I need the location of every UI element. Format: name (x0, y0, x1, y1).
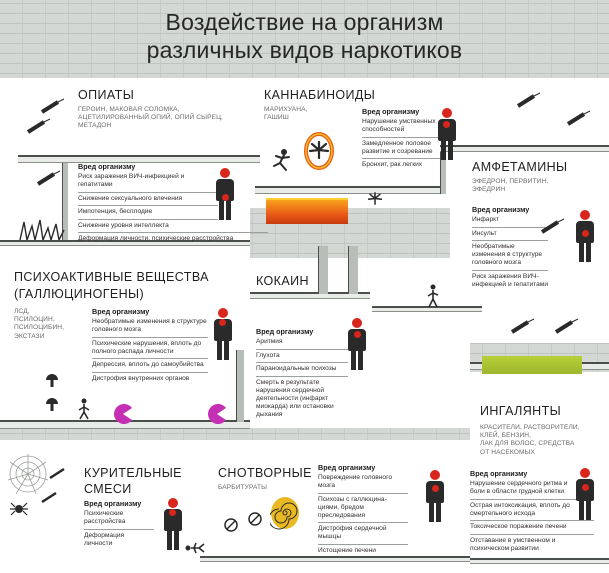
slime-pool (482, 356, 582, 374)
syringe-icon-6 (566, 110, 592, 126)
inhalants-harm-4: Отставание в умственном и психическом развитии (470, 534, 594, 553)
cannabis-upper-ledge (440, 145, 609, 152)
stick-figure-icon (76, 398, 92, 420)
spider-icon (10, 500, 28, 518)
psychoactive-figure (212, 308, 234, 360)
inhalants-substances (480, 424, 580, 457)
smoking-harm-list (84, 500, 154, 550)
sleeping-harm-3: Дистрофия сердечной мышцы (318, 522, 408, 541)
page-title (0, 8, 609, 64)
sleeping-harm-1: Повреждение головного мозга (318, 474, 393, 489)
opiates-sub-3: МЕТАДОН (78, 122, 112, 130)
cannabinoids-figure (436, 108, 458, 160)
pill-monster-icon (112, 404, 134, 424)
psychoactive-heading-2: (ГАЛЛЮЦИНОГЕНЫ) (14, 287, 145, 301)
cigarette-icon (48, 466, 68, 480)
syringe-icon-8 (554, 318, 580, 334)
syringe-icon-5 (540, 218, 566, 234)
pill-icon (224, 518, 238, 532)
opiates-harm-title: Вред организму (78, 162, 136, 171)
cannabinoids-harm-title: Вред организму (362, 107, 420, 116)
amphetamines-substances (472, 178, 548, 194)
sleeping-harm-4: Истощение печени (318, 544, 408, 555)
grass-icon (18, 218, 66, 240)
psychoactive-substances (14, 308, 64, 341)
psychoactive-heading (14, 270, 209, 301)
inhalants-sub-1: КРАСИТЕЛИ, РАСТВОРИТЕЛИ, (480, 424, 580, 431)
cocaine-harm-2: Глухота (256, 349, 348, 360)
title-line-1: Воздействие на организм (165, 9, 444, 35)
inhalants-figure (574, 468, 596, 520)
cannabis-leaf-icon (309, 141, 329, 159)
pill-monster-icon-2 (206, 404, 228, 424)
smoking-figure (162, 498, 184, 550)
inhalants-sub-3: ЛАК ДЛЯ ВОЛОС, СРЕДСТВА (480, 440, 575, 448)
inhalants-heading: ИНГАЛЯНТЫ (480, 404, 562, 418)
opiates-heading: ОПИАТЫ (78, 88, 135, 102)
psychoactive-harm-2: Психические нарушения, вплоть до полного распада личности (92, 337, 208, 356)
psychoactive-sub-4: ЭКСТАЗИ (14, 332, 45, 340)
amphetamines-figure (574, 210, 596, 262)
cocaine-harm-4: Смерть в результате нарушения сердечной деятельности (инфаркт миокарда) или остановки дыхания (256, 376, 348, 419)
cannabinoids-harm-list (362, 108, 440, 172)
walking-figure-icon (424, 284, 442, 308)
smoking-harm-title: Вред организму (84, 499, 142, 508)
amphetamines-harm-list (472, 206, 548, 291)
amphetamines-sub-2: ЭФЕДРИН (472, 186, 506, 194)
cocaine-pillar-2 (348, 246, 358, 294)
psychoactive-harm-1: Необратимые изменения в структуре головного мозга (92, 318, 207, 333)
spiral-icon (270, 496, 300, 530)
mushroom-icon-2 (44, 396, 60, 412)
psychoactive-harm-4: Дистрофия внутренних органов (92, 372, 208, 383)
amphetamines-harm-4: Риск заражения ВИЧ- инфекцией и гепатитами (472, 270, 548, 289)
psychoactive-sub-3: ПСИЛОЦИБИН, (14, 324, 65, 332)
cocaine-heading: КОКАИН (256, 274, 309, 288)
opiates-harm-3: Импотенция, бесплодие (78, 205, 218, 216)
sleeping-harm-2: Психозы с галлюцина- циями, бредом преследования (318, 493, 408, 520)
cocaine-harm-1: Аритмия (256, 338, 283, 345)
cannabinoids-harm-1: Нарушение умственных способностей (362, 118, 436, 133)
smoking-harm-2: Деформация личности (84, 529, 154, 548)
opiates-harm-list (78, 162, 234, 246)
fire-pit (266, 198, 348, 224)
smoking-heading (84, 466, 182, 496)
psychoactive-step (236, 350, 244, 422)
syringe-icon-4 (516, 92, 542, 108)
opiates-sub-1: ГЕРОИН, МАКОВАЯ СОЛОМКА, (78, 106, 180, 113)
inhalants-harm-1: Нарушение сердечного ритма и боли в области грудной клетки (470, 480, 568, 495)
opiates-ledge (18, 155, 260, 163)
cannabis-ledge (255, 186, 445, 194)
amphetamines-heading: АМФЕТАМИНЫ (472, 160, 568, 174)
sleeping-sub-1: БАРБИТУРАТЫ (218, 484, 268, 491)
opiates-harm-4: Снижение уровня интеллекта (78, 219, 218, 230)
sleeping-figure (424, 470, 446, 522)
psychoactive-harm-title: Вред организму (92, 307, 150, 316)
inhalants-harm-2: Острая интоксикация, вплоть до смертельного исхода (470, 499, 594, 518)
smoking-heading-1: КУРИТЕЛЬНЫЕ (84, 466, 182, 480)
smoking-harm-1: Психические расстройства (84, 510, 126, 525)
amphetamines-harm-2: Инсульт (472, 227, 548, 238)
opiates-harm-1: Риск заражения ВИЧ-инфекцией и гепатитами (78, 173, 185, 188)
cigarette-icon-2 (40, 490, 60, 504)
inhalants-harm-3: Токсическое поражение печени (470, 520, 594, 531)
cocaine-harm-title: Вред организму (256, 327, 314, 336)
psychoactive-harm-3: Депрессия, вплоть до самоубийства (92, 358, 208, 369)
cannabis-leaf-icon-2 (368, 192, 382, 205)
sleeping-harm-title: Вред организму (318, 463, 376, 472)
opiates-figure (214, 168, 236, 220)
inhalants-sub-4: ОТ НАСЕКОМЫХ (480, 448, 535, 456)
inhalants-sub-2: КЛЕЙ, БЕНЗИН, (480, 432, 532, 440)
cocaine-harm-list (256, 328, 348, 421)
pill-icon-2 (248, 512, 262, 526)
cannabinoids-substances (264, 106, 308, 122)
title-line-2: различных видов наркотиков (146, 37, 463, 63)
syringe-icon (40, 98, 66, 114)
amphetamines-harm-1: Инфаркт (472, 216, 500, 223)
psychoactive-harm-list (92, 308, 208, 385)
falling-figure-icon (184, 540, 206, 556)
cannabinoids-sub-2: ГАШИШ (264, 114, 289, 122)
cocaine-harm-3: Параноидальные психозы (256, 362, 348, 373)
amphetamines-harm-3: Необратимые изменения в структуре головного мозга (472, 240, 548, 267)
cannabinoids-sub-1: МАРИХУАНА, (264, 106, 308, 113)
psychoactive-sub-1: ЛСД, (14, 308, 30, 315)
syringe-icon-7 (510, 318, 536, 334)
cannabinoids-harm-3: Бронхит, рак легких (362, 158, 440, 169)
opiates-harm-2: Снижение сексуального влечения (78, 192, 218, 203)
cannabinoids-heading: КАННАБИНОИДЫ (264, 88, 376, 102)
psychoactive-sub-2: ПСИЛОЦИН, (14, 316, 55, 324)
sleeping-heading: СНОТВОРНЫЕ (218, 466, 312, 480)
sleeping-harm-list (318, 464, 408, 557)
mushroom-icon (44, 372, 60, 388)
opiates-substances (78, 106, 223, 131)
syringe-icon-2 (26, 118, 52, 134)
inhalants-harm-title: Вред организму (470, 469, 528, 478)
jumping-figure-icon (270, 148, 292, 174)
smoking-heading-2: СМЕСИ (84, 482, 132, 496)
amphetamines-sub-1: ЭФЕДРОН, ПЕРВИТИН, (472, 178, 549, 185)
inhalant-floor (470, 558, 609, 564)
opiates-sub-2: АЦЕТИЛИРОВАННЫЙ ОПИЙ, ОПИЙ СЫРЕЦ, (78, 114, 223, 122)
cocaine-figure (346, 318, 368, 370)
syringe-icon-3 (36, 170, 62, 186)
cocaine-pillar-1 (318, 246, 328, 294)
amphetamines-harm-title: Вред организму (472, 205, 530, 214)
opiates-harm-5: Деформация личности, психические расстройства (78, 232, 268, 243)
psychoactive-heading-1: ПСИХОАКТИВНЫЕ ВЕЩЕСТВА (14, 270, 209, 284)
sleeping-substances (218, 484, 267, 492)
cannabinoids-harm-2: Замедленное половое развитие и созревание (362, 137, 440, 156)
